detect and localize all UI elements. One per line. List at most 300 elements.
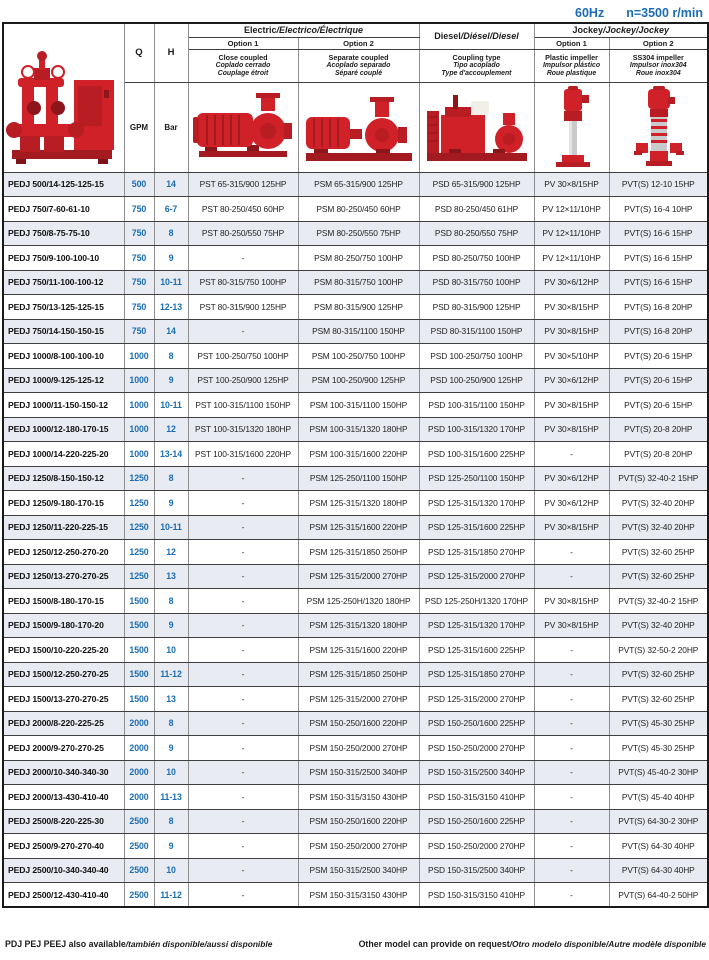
electric-option1-cell: PST 80-315/900 125HP (188, 295, 298, 320)
other-model-text: Other model can provide on request (358, 939, 510, 949)
electric-option2-cell: PSM 65-315/900 125HP (298, 172, 419, 197)
model-cell: PEDJ 1250/8-150-150-12 (3, 466, 124, 491)
flow-gpm-cell: 1250 (124, 540, 154, 565)
table-row (3, 883, 708, 908)
jockey-option1-cell: PV 30×8/15HP (534, 589, 609, 614)
diesel-cell: PSD 80-250/750 100HP (419, 246, 534, 271)
jockey-option2-cell: PVT(S) 45-30 25HP (609, 736, 708, 761)
electric-option1-cell: - (188, 613, 298, 638)
head-bar-cell: 10-11 (154, 270, 188, 295)
electric-option2-cell: PSM 100-315/1100 150HP (298, 393, 419, 418)
electric-option2-cell: PSM 125-315/1600 220HP (298, 515, 419, 540)
model-cell: PEDJ 750/9-100-100-10 (3, 246, 124, 271)
head-bar-cell: 8 (154, 589, 188, 614)
model-cell: PEDJ 1000/14-220-225-20 (3, 442, 124, 467)
jockey-option2-cell: PVT(S) 20-6 15HP (609, 368, 708, 393)
table-row (3, 344, 708, 369)
table-row (3, 540, 708, 565)
jockey-option1-cell: PV 12×11/10HP (534, 246, 609, 271)
jockey-option2-cell: PVT(S) 20-8 20HP (609, 417, 708, 442)
model-cell: PEDJ 1250/12-250-270-20 (3, 540, 124, 565)
fire-pump-package-photo (3, 23, 124, 172)
jockey-option1-cell: - (534, 442, 609, 467)
jockey-option2-cell: PVT(S) 16-8 20HP (609, 295, 708, 320)
diesel-cell: PSD 80-315/1100 150HP (419, 319, 534, 344)
model-cell: PEDJ 750/11-100-100-12 (3, 270, 124, 295)
head-bar-cell: 12-13 (154, 295, 188, 320)
diesel-cell: PSD 100-250/750 100HP (419, 344, 534, 369)
electric-option2-cell: PSM 100-250/900 125HP (298, 368, 419, 393)
model-cell: PEDJ 500/14-125-125-15 (3, 172, 124, 197)
head-bar-cell: 10-11 (154, 393, 188, 418)
electric-option1-cell: - (188, 515, 298, 540)
flow-gpm-cell: 1500 (124, 589, 154, 614)
flow-gpm-cell: 1000 (124, 417, 154, 442)
close-coupled-pump-image (191, 87, 295, 167)
electric-option1-cell: - (188, 319, 298, 344)
table-row (3, 809, 708, 834)
table-row (3, 711, 708, 736)
diesel-cell: PSD 125-315/1320 170HP (419, 491, 534, 516)
electric-option2-cell: PSM 150-250/2000 270HP (298, 736, 419, 761)
column-header-q: Q (124, 23, 154, 82)
ss304-impeller-description: SS304 impeller Impulsor inox304 Roue inox304 (609, 49, 708, 82)
head-bar-cell: 8 (154, 221, 188, 246)
diesel-cell: PSD 150-250/2000 270HP (419, 834, 534, 859)
flow-gpm-cell: 2500 (124, 834, 154, 859)
jockey-option1-cell: - (534, 638, 609, 663)
head-bar-cell: 12 (154, 540, 188, 565)
electric-option1-cell: - (188, 589, 298, 614)
head-bar-cell: 10 (154, 760, 188, 785)
unit-header-gpm: GPM (124, 82, 154, 172)
spec-table (2, 22, 709, 908)
jockey-option2-cell: PVT(S) 32-50-2 20HP (609, 638, 708, 663)
electric-option2-cell: PSM 100-315/1600 220HP (298, 442, 419, 467)
head-bar-cell: 9 (154, 368, 188, 393)
model-cell: PEDJ 2500/9-270-270-40 (3, 834, 124, 859)
table-row (3, 295, 708, 320)
diesel-cell: PSD 150-315/2500 340HP (419, 760, 534, 785)
head-bar-cell: 13 (154, 687, 188, 712)
diesel-cell: PSD 150-315/3150 410HP (419, 785, 534, 810)
jockey-option1-cell: - (534, 687, 609, 712)
electric-title-alt: /Electrico/Électrique (276, 25, 364, 36)
electric-option1-cell: PST 80-250/450 60HP (188, 197, 298, 222)
model-cell: PEDJ 1500/9-180-170-20 (3, 613, 124, 638)
group-header-diesel (419, 23, 534, 49)
electric-option2-cell: PSM 150-315/2500 340HP (298, 760, 419, 785)
electric-option1-cell: - (188, 638, 298, 663)
table-row (3, 491, 708, 516)
flow-gpm-cell: 2500 (124, 858, 154, 883)
diesel-cell: PSD 80-250/550 75HP (419, 221, 534, 246)
jockey-option2-cell: PVT(S) 20-6 15HP (609, 393, 708, 418)
electric-option1-cell: - (188, 785, 298, 810)
jockey-option1-cell: PV 12×11/10HP (534, 221, 609, 246)
head-bar-cell: 10 (154, 638, 188, 663)
spec-table-body (3, 172, 708, 907)
head-bar-cell: 13 (154, 564, 188, 589)
rating-line (0, 0, 709, 21)
model-cell: PEDJ 1250/9-180-170-15 (3, 491, 124, 516)
diesel-cell: PSD 125-315/1600 225HP (419, 515, 534, 540)
head-bar-cell: 13-14 (154, 442, 188, 467)
jockey-option2-cell: PVT(S) 16-8 20HP (609, 319, 708, 344)
jockey-option1-cell: PV 30×6/12HP (534, 491, 609, 516)
diesel-cell: PSD 125-315/1850 270HP (419, 662, 534, 687)
table-row (3, 736, 708, 761)
head-bar-cell: 11-12 (154, 883, 188, 908)
electric-option1-cell: PST 100-315/1600 220HP (188, 442, 298, 467)
jockey-option2-cell: PVT(S) 45-40-2 30HP (609, 760, 708, 785)
table-row (3, 589, 708, 614)
flow-gpm-cell: 1000 (124, 344, 154, 369)
electric-option1-cell: - (188, 662, 298, 687)
jockey-option2-cell: PVT(S) 32-40 20HP (609, 515, 708, 540)
table-row (3, 319, 708, 344)
jockey-option1-cell: PV 12×11/10HP (534, 197, 609, 222)
electric-option2-cell: PSM 150-315/2500 340HP (298, 858, 419, 883)
electric-option1-cell: - (188, 540, 298, 565)
table-row (3, 515, 708, 540)
electric-option2-cell: PSM 80-250/550 75HP (298, 221, 419, 246)
jockey-option1-cell: PV 30×8/15HP (534, 393, 609, 418)
table-row (3, 564, 708, 589)
flow-gpm-cell: 2000 (124, 785, 154, 810)
jockey-option2-cell: PVT(S) 16-6 15HP (609, 221, 708, 246)
electric-option1-cell: PST 100-250/900 125HP (188, 368, 298, 393)
diesel-cell: PSD 100-315/1100 150HP (419, 393, 534, 418)
electric-option2-cell: PSM 125-315/2000 270HP (298, 687, 419, 712)
electric-option2-cell: PSM 100-315/1320 180HP (298, 417, 419, 442)
electric-option1-header: Option 1 (188, 37, 298, 49)
flow-gpm-cell: 1500 (124, 687, 154, 712)
electric-option2-cell: PSM 150-250/2000 270HP (298, 834, 419, 859)
model-cell: PEDJ 1500/13-270-270-25 (3, 687, 124, 712)
table-row (3, 785, 708, 810)
coupling-type-description: Coupling type Tipo acoplado Type d'accouplement (419, 49, 534, 82)
electric-option1-cell: - (188, 858, 298, 883)
flow-gpm-cell: 1500 (124, 662, 154, 687)
jockey-option2-cell: PVT(S) 32-60 25HP (609, 540, 708, 565)
electric-option2-cell: PSM 150-315/3150 430HP (298, 785, 419, 810)
separate-coupled-pump-photo (298, 82, 419, 172)
electric-option2-cell: PSM 150-250/1600 220HP (298, 809, 419, 834)
jockey-option1-cell: - (534, 662, 609, 687)
diesel-cell: PSD 150-250/2000 270HP (419, 736, 534, 761)
diesel-cell: PSD 125-250/1100 150HP (419, 466, 534, 491)
diesel-pump-image (423, 87, 531, 167)
electric-option2-cell: PSM 80-250/450 60HP (298, 197, 419, 222)
model-cell: PEDJ 750/13-125-125-15 (3, 295, 124, 320)
flow-gpm-cell: 1250 (124, 491, 154, 516)
also-available-translation: /también disponible/aussi disponible (125, 939, 273, 949)
jockey-option1-cell: - (534, 883, 609, 908)
diesel-cell: PSD 80-250/450 61HP (419, 197, 534, 222)
jockey-option2-cell: PVT(S) 20-6 15HP (609, 344, 708, 369)
unit-header-bar: Bar (154, 82, 188, 172)
head-bar-cell: 9 (154, 736, 188, 761)
other-model-translation: /Otro modelo disponible/Autre modèle disponible (509, 939, 706, 949)
jockey-option1-cell: PV 30×8/15HP (534, 172, 609, 197)
diesel-cell: PSD 150-315/2500 340HP (419, 858, 534, 883)
head-bar-cell: 9 (154, 834, 188, 859)
flow-gpm-cell: 1000 (124, 442, 154, 467)
electric-option2-cell: PSM 80-315/900 125HP (298, 295, 419, 320)
flow-gpm-cell: 1000 (124, 393, 154, 418)
jockey-option1-cell: PV 30×8/15HP (534, 295, 609, 320)
diesel-cell: PSD 125-315/1320 170HP (419, 613, 534, 638)
jockey-option1-cell: - (534, 564, 609, 589)
footer-notes (0, 908, 709, 952)
table-row (3, 368, 708, 393)
electric-option2-cell: PSM 125-315/1850 250HP (298, 540, 419, 565)
head-bar-cell: 8 (154, 809, 188, 834)
diesel-cell: PSD 125-250H/1320 170HP (419, 589, 534, 614)
electric-option2-cell: PSM 80-315/750 100HP (298, 270, 419, 295)
plastic-impeller-description: Plastic impeller Impulsor plástico Roue plastique (534, 49, 609, 82)
jockey-option2-cell: PVT(S) 64-40-2 50HP (609, 883, 708, 908)
vertical-plastic-jockey-pump-photo (534, 82, 609, 172)
diesel-cell: PSD 100-250/900 125HP (419, 368, 534, 393)
flow-gpm-cell: 750 (124, 246, 154, 271)
jockey-title-en: Jockey (572, 25, 603, 36)
head-bar-cell: 6-7 (154, 197, 188, 222)
diesel-cell: PSD 100-315/1320 170HP (419, 417, 534, 442)
separate-coupled-pump-image (302, 87, 416, 167)
plastic-jockey-pump-image (542, 85, 602, 169)
electric-option1-cell: - (188, 491, 298, 516)
jockey-option2-cell: PVT(S) 32-40-2 15HP (609, 589, 708, 614)
diesel-cell: PSD 80-315/750 100HP (419, 270, 534, 295)
electric-option1-cell: - (188, 711, 298, 736)
group-header-electric (188, 23, 419, 37)
head-bar-cell: 8 (154, 344, 188, 369)
table-row (3, 221, 708, 246)
ss304-jockey-pump-image (622, 85, 694, 169)
head-bar-cell: 11-12 (154, 662, 188, 687)
model-cell: PEDJ 1500/12-250-270-25 (3, 662, 124, 687)
table-row (3, 638, 708, 663)
electric-option1-cell: PST 100-315/1320 180HP (188, 417, 298, 442)
flow-gpm-cell: 500 (124, 172, 154, 197)
jockey-option2-cell: PVT(S) 16-6 15HP (609, 246, 708, 271)
model-cell: PEDJ 1000/12-180-170-15 (3, 417, 124, 442)
flow-gpm-cell: 750 (124, 197, 154, 222)
diesel-title-alt: /Diésel/Diesel (460, 31, 519, 42)
jockey-option1-cell: - (534, 809, 609, 834)
electric-option1-cell: PST 80-315/750 100HP (188, 270, 298, 295)
jockey-option1-cell: PV 30×8/15HP (534, 417, 609, 442)
group-header-jockey (534, 23, 708, 37)
electric-option2-cell: PSM 125-315/1320 180HP (298, 491, 419, 516)
model-cell: PEDJ 750/7-60-61-10 (3, 197, 124, 222)
electric-option2-cell: PSM 125-315/2000 270HP (298, 564, 419, 589)
table-row (3, 197, 708, 222)
jockey-option2-cell: PVT(S) 64-30 40HP (609, 858, 708, 883)
model-cell: PEDJ 750/8-75-75-10 (3, 221, 124, 246)
table-row (3, 417, 708, 442)
table-row (3, 858, 708, 883)
flow-gpm-cell: 2000 (124, 760, 154, 785)
spec-table-header (3, 23, 708, 172)
electric-option2-cell: PSM 125-315/1320 180HP (298, 613, 419, 638)
jockey-option2-cell: PVT(S) 45-40 40HP (609, 785, 708, 810)
diesel-engine-pump-photo (419, 82, 534, 172)
jockey-option1-header: Option 1 (534, 37, 609, 49)
electric-option1-cell: - (188, 564, 298, 589)
jockey-option2-cell: PVT(S) 32-60 25HP (609, 564, 708, 589)
diesel-cell: PSD 150-315/3150 410HP (419, 883, 534, 908)
jockey-title-alt: /Jockey/Jockey (603, 25, 670, 36)
close-coupled-description: Close coupled Coplado cerrado Couplage étroit (188, 49, 298, 82)
electric-option2-header: Option 2 (298, 37, 419, 49)
diesel-cell: PSD 150-250/1600 225HP (419, 809, 534, 834)
head-bar-cell: 8 (154, 711, 188, 736)
electric-option1-cell: - (188, 736, 298, 761)
model-cell: PEDJ 1000/9-125-125-12 (3, 368, 124, 393)
frequency-label: 60Hz (575, 5, 605, 20)
electric-option2-cell: PSM 125-315/1600 220HP (298, 638, 419, 663)
table-row (3, 246, 708, 271)
diesel-cell: PSD 125-315/2000 270HP (419, 564, 534, 589)
flow-gpm-cell: 1500 (124, 638, 154, 663)
jockey-option2-cell: PVT(S) 45-30 25HP (609, 711, 708, 736)
model-cell: PEDJ 2500/10-340-340-40 (3, 858, 124, 883)
head-bar-cell: 12 (154, 417, 188, 442)
also-available-text: PDJ PEJ PEEJ also available (5, 939, 126, 949)
jockey-option2-cell: PVT(S) 32-40 20HP (609, 613, 708, 638)
flow-gpm-cell: 750 (124, 319, 154, 344)
electric-option1-cell: - (188, 809, 298, 834)
electric-option1-cell: PST 80-250/550 75HP (188, 221, 298, 246)
electric-option2-cell: PSM 150-250/1600 220HP (298, 711, 419, 736)
model-cell: PEDJ 1500/10-220-225-20 (3, 638, 124, 663)
table-row (3, 466, 708, 491)
jockey-option2-header: Option 2 (609, 37, 708, 49)
diesel-cell: PSD 150-250/1600 225HP (419, 711, 534, 736)
jockey-option1-cell: - (534, 711, 609, 736)
electric-option2-cell: PSM 125-250/1100 150HP (298, 466, 419, 491)
jockey-option1-cell: PV 30×8/15HP (534, 515, 609, 540)
jockey-option1-cell: PV 30×6/12HP (534, 270, 609, 295)
electric-option1-cell: PST 100-250/750 100HP (188, 344, 298, 369)
electric-option1-cell: - (188, 246, 298, 271)
head-bar-cell: 8 (154, 466, 188, 491)
jockey-option1-cell: PV 30×6/12HP (534, 368, 609, 393)
jockey-option1-cell: - (534, 858, 609, 883)
diesel-title-en: Diesel (434, 31, 461, 42)
jockey-option1-cell: - (534, 834, 609, 859)
flow-gpm-cell: 1000 (124, 368, 154, 393)
jockey-option2-cell: PVT(S) 32-40 20HP (609, 491, 708, 516)
electric-option1-cell: - (188, 466, 298, 491)
electric-title-en: Electric (243, 25, 277, 36)
model-cell: PEDJ 2500/8-220-225-30 (3, 809, 124, 834)
model-cell: PEDJ 2000/13-430-410-40 (3, 785, 124, 810)
footer-right-note (359, 934, 706, 952)
model-cell: PEDJ 2000/9-270-270-25 (3, 736, 124, 761)
model-cell: PEDJ 1000/11-150-150-12 (3, 393, 124, 418)
flow-gpm-cell: 750 (124, 221, 154, 246)
jockey-option1-cell: - (534, 540, 609, 565)
head-bar-cell: 9 (154, 613, 188, 638)
head-bar-cell: 11-13 (154, 785, 188, 810)
electric-option1-cell: PST 100-315/1100 150HP (188, 393, 298, 418)
electric-option1-cell: PST 65-315/900 125HP (188, 172, 298, 197)
head-bar-cell: 9 (154, 491, 188, 516)
jockey-option1-cell: PV 30×5/10HP (534, 344, 609, 369)
table-row (3, 613, 708, 638)
head-bar-cell: 10 (154, 858, 188, 883)
flow-gpm-cell: 1500 (124, 613, 154, 638)
flow-gpm-cell: 1250 (124, 564, 154, 589)
jockey-option2-cell: PVT(S) 12-10 15HP (609, 172, 708, 197)
speed-label: n=3500 r/min (626, 5, 703, 20)
head-bar-cell: 14 (154, 319, 188, 344)
electric-option2-cell: PSM 125-315/1850 250HP (298, 662, 419, 687)
jockey-option2-cell: PVT(S) 20-8 20HP (609, 442, 708, 467)
vertical-ss304-jockey-pump-photo (609, 82, 708, 172)
flow-gpm-cell: 2000 (124, 736, 154, 761)
flow-gpm-cell: 1250 (124, 466, 154, 491)
jockey-option1-cell: - (534, 785, 609, 810)
table-row (3, 270, 708, 295)
model-cell: PEDJ 1250/13-270-270-25 (3, 564, 124, 589)
head-bar-cell: 10-11 (154, 515, 188, 540)
table-row (3, 687, 708, 712)
electric-option1-cell: - (188, 687, 298, 712)
jockey-option1-cell: PV 30×8/15HP (534, 613, 609, 638)
jockey-option2-cell: PVT(S) 32-60 25HP (609, 662, 708, 687)
electric-option1-cell: - (188, 760, 298, 785)
jockey-option1-cell: - (534, 760, 609, 785)
model-cell: PEDJ 1000/8-100-100-10 (3, 344, 124, 369)
jockey-option2-cell: PVT(S) 64-30 40HP (609, 834, 708, 859)
column-header-h: H (154, 23, 188, 82)
flow-gpm-cell: 750 (124, 295, 154, 320)
jockey-option1-cell: - (534, 736, 609, 761)
head-bar-cell: 9 (154, 246, 188, 271)
fire-pump-set-image (6, 28, 122, 168)
electric-option1-cell: - (188, 834, 298, 859)
footer-left-note (5, 934, 272, 952)
model-cell: PEDJ 2500/12-430-410-40 (3, 883, 124, 908)
flow-gpm-cell: 2500 (124, 883, 154, 908)
table-row (3, 442, 708, 467)
diesel-cell: PSD 80-315/900 125HP (419, 295, 534, 320)
table-row (3, 662, 708, 687)
jockey-option2-cell: PVT(S) 16-6 15HP (609, 270, 708, 295)
flow-gpm-cell: 1250 (124, 515, 154, 540)
diesel-cell: PSD 125-315/2000 270HP (419, 687, 534, 712)
jockey-option2-cell: PVT(S) 32-60 25HP (609, 687, 708, 712)
flow-gpm-cell: 750 (124, 270, 154, 295)
electric-option2-cell: PSM 150-315/3150 430HP (298, 883, 419, 908)
model-cell: PEDJ 1250/11-220-225-15 (3, 515, 124, 540)
model-cell: PEDJ 750/14-150-150-15 (3, 319, 124, 344)
jockey-option2-cell: PVT(S) 64-30-2 30HP (609, 809, 708, 834)
close-coupled-pump-photo (188, 82, 298, 172)
jockey-option2-cell: PVT(S) 16-4 10HP (609, 197, 708, 222)
diesel-cell: PSD 65-315/900 125HP (419, 172, 534, 197)
electric-option2-cell: PSM 125-250H/1320 180HP (298, 589, 419, 614)
separate-coupled-description: Separate coupled Acoplado separado Séparé couplé (298, 49, 419, 82)
flow-gpm-cell: 2000 (124, 711, 154, 736)
table-row (3, 393, 708, 418)
electric-option2-cell: PSM 80-315/1100 150HP (298, 319, 419, 344)
